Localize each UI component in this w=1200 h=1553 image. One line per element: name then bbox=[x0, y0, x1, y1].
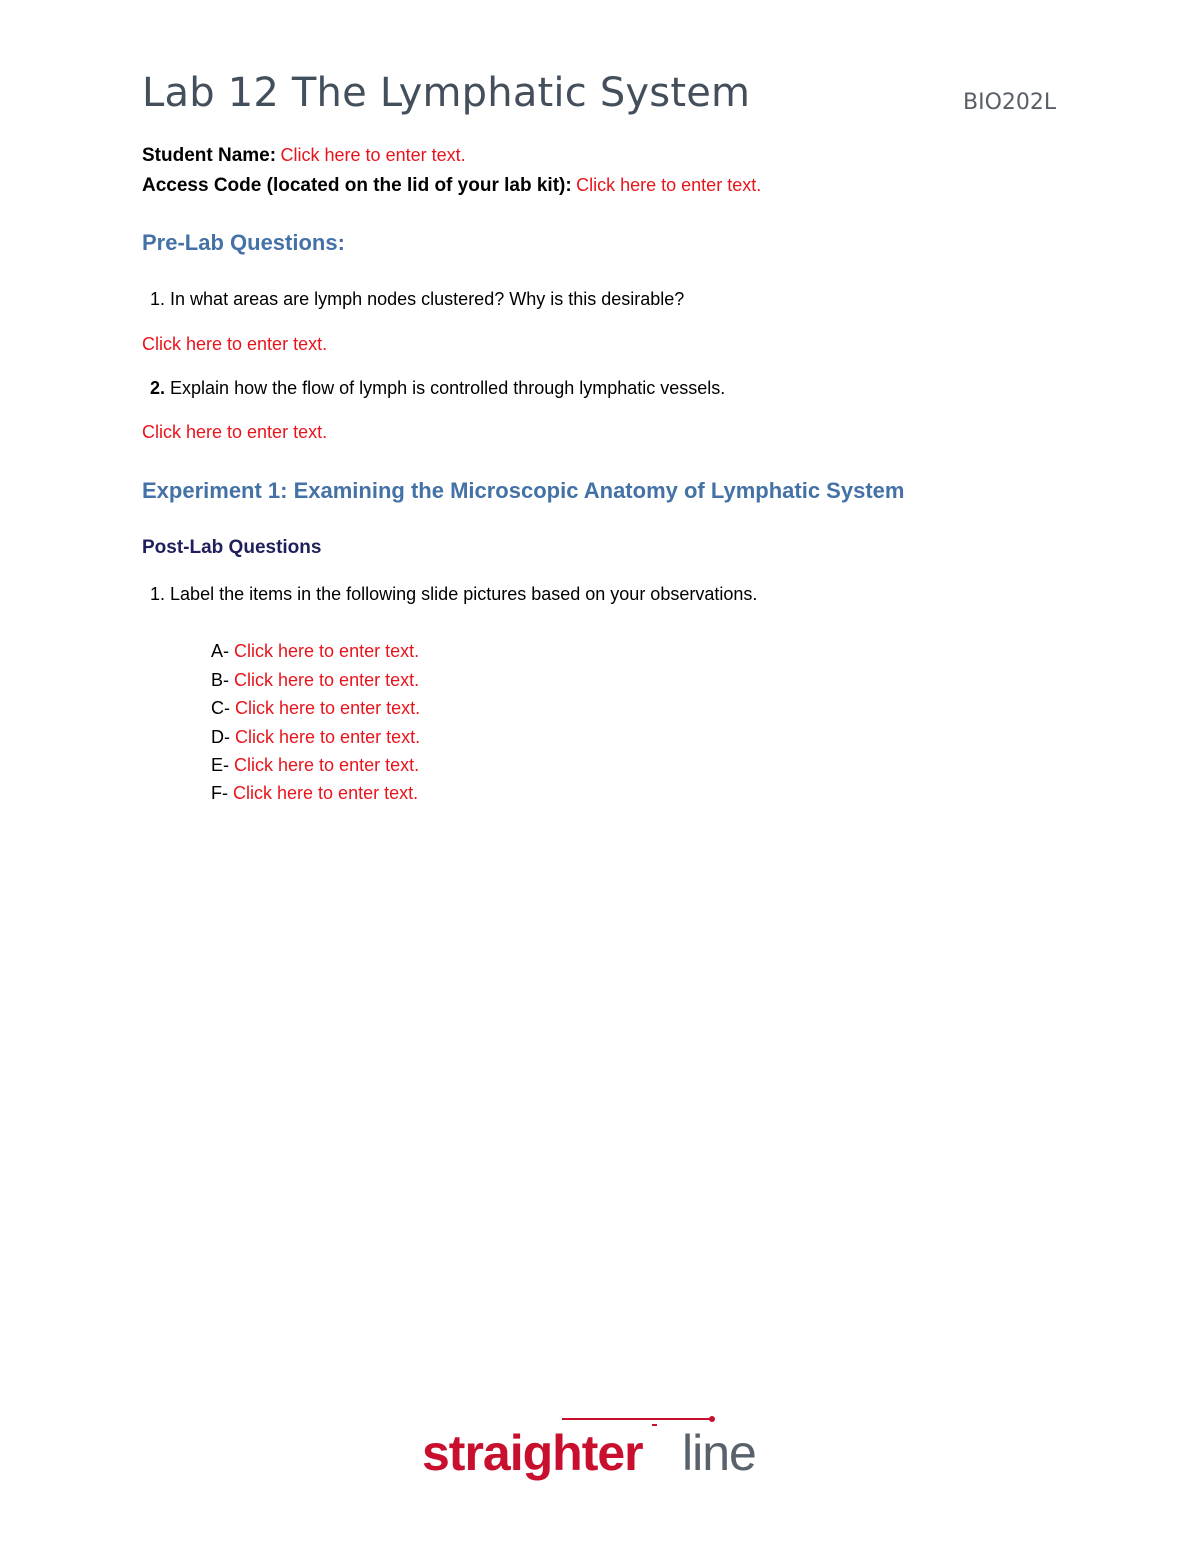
label-letter: A- bbox=[211, 641, 229, 661]
label-row-a bbox=[211, 641, 419, 662]
question-text: Explain how the flow of lymph is controlled through lymphatic vessels. bbox=[170, 378, 726, 398]
label-letter: B- bbox=[211, 670, 229, 690]
postlab-question-1 bbox=[150, 584, 757, 605]
prelab-question-1 bbox=[150, 289, 684, 310]
access-code-label: Access Code (located on the lid of your lab kit): bbox=[142, 175, 572, 196]
question-number: 1. bbox=[150, 584, 166, 604]
label-row-b bbox=[211, 670, 419, 691]
label-a-field[interactable]: Click here to enter text. bbox=[234, 641, 420, 661]
postlab-heading: Post-Lab Questions bbox=[142, 537, 322, 558]
label-letter: E- bbox=[211, 755, 229, 775]
prelab-answer-2[interactable]: Click here to enter text. bbox=[142, 422, 328, 442]
access-code-row bbox=[142, 175, 761, 197]
document-title: Lab 12 The Lymphatic System bbox=[142, 70, 751, 116]
label-row-c bbox=[211, 698, 420, 719]
label-row-f bbox=[211, 783, 418, 804]
logo-wordmark-strong: straighter bbox=[422, 1425, 643, 1481]
label-row-e bbox=[211, 755, 419, 776]
label-f-field[interactable]: Click here to enter text. bbox=[233, 783, 419, 803]
prelab-question-2 bbox=[150, 378, 725, 399]
access-code-field[interactable]: Click here to enter text. bbox=[576, 175, 762, 195]
question-text: Label the items in the following slide pictures based on your observations. bbox=[170, 584, 758, 604]
label-letter: D- bbox=[211, 727, 230, 747]
experiment-1-heading: Experiment 1: Examining the Microscopic Anatomy of Lymphatic System bbox=[142, 478, 905, 503]
straighterline-logo bbox=[422, 1416, 782, 1486]
question-text: In what areas are lymph nodes clustered? Why is this desirable? bbox=[170, 289, 685, 309]
label-row-d bbox=[211, 727, 420, 748]
label-e-field[interactable]: Click here to enter text. bbox=[234, 755, 420, 775]
label-letter: C- bbox=[211, 698, 230, 718]
prelab-answer-1[interactable]: Click here to enter text. bbox=[142, 334, 328, 354]
label-d-field[interactable]: Click here to enter text. bbox=[235, 727, 421, 747]
prelab-heading: Pre-Lab Questions: bbox=[142, 230, 345, 255]
label-c-field[interactable]: Click here to enter text. bbox=[235, 698, 421, 718]
student-name-row bbox=[142, 145, 466, 167]
student-name-field[interactable]: Click here to enter text. bbox=[280, 145, 466, 165]
label-letter: F- bbox=[211, 783, 228, 803]
question-number: 1. bbox=[150, 289, 166, 309]
label-b-field[interactable]: Click here to enter text. bbox=[234, 670, 420, 690]
question-number: 2. bbox=[150, 378, 166, 398]
student-name-label: Student Name: bbox=[142, 145, 277, 166]
course-code: BIO202L bbox=[963, 90, 1057, 115]
logo-wordmark-light: line bbox=[682, 1425, 756, 1481]
